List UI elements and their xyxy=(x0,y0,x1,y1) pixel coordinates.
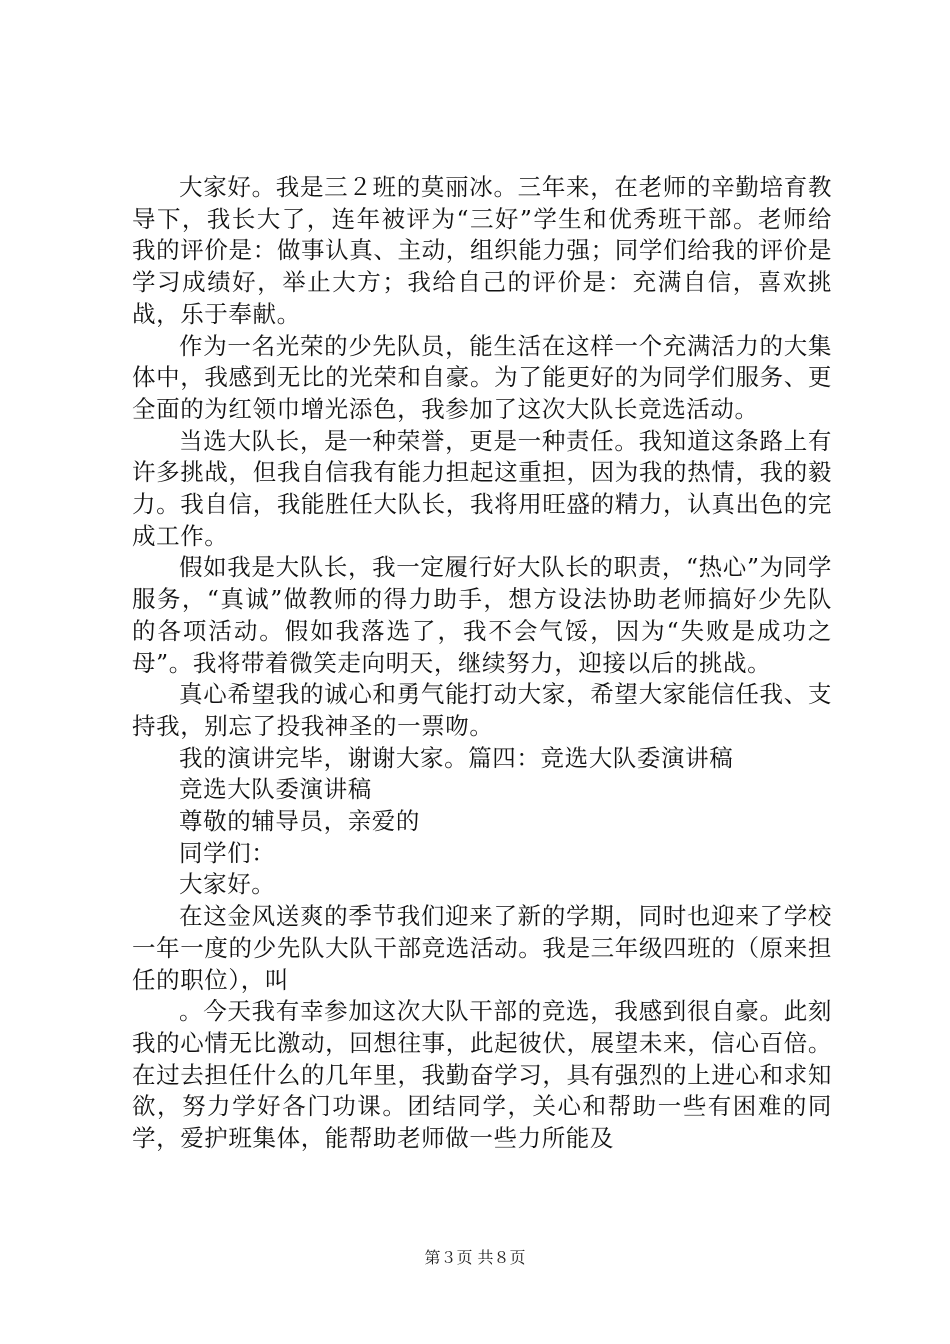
paragraph: 我的演讲完毕，谢谢大家。篇四：竞选大队委演讲稿 xyxy=(179,743,734,772)
paragraph: 真心希望我的诚心和勇气能打动大家，希望大家能信任我、支持我，别忘了投我神圣的一票吻。 xyxy=(132,680,832,740)
paragraph: 尊敬的辅导员，亲爱的 xyxy=(179,807,420,836)
paragraph: 作为一名光荣的少先队员，能生活在这样一个充满活力的大集体中，我感到无比的光荣和自豪。为了能更好的为同学们服务、更全面的为红领巾增光添色，我参加了这次大队长竞选活动。 xyxy=(132,331,832,423)
paragraph: 当选大队长，是一种荣誉，更是一种责任。我知道这条路上有许多挑战，但我自信我有能力担起这重担，因为我的热情，我的毅力。我自信，我能胜任大队长，我将用旺盛的精力，认真出色的完成工作。 xyxy=(132,426,832,550)
document-body xyxy=(132,172,832,1155)
paragraph: 假如我是大队长，我一定履行好大队长的职责，“热心”为同学服务，“真诚”做教师的得力助手，想方设法协助老师搞好少先队的各项活动。假如我落选了，我不会气馁，因为“失败是成功之母”。我将带着微笑走向明天，继续努力，迎接以后的挑战。 xyxy=(132,553,832,677)
paragraph: 同学们： xyxy=(179,838,276,867)
paragraph: 。今天我有幸参加这次大队干部的竞选，我感到很自豪。此刻我的心情无比激动，回想往事，此起彼伏，展望未来，信心百倍。在过去担任什么的几年里，我勤奋学习，具有强烈的上进心和求知欲，努力学好各门功课。团结同学，关心和帮助一些有困难的同学，爱护班集体，能帮助老师做一些力所能及 xyxy=(132,997,832,1153)
paragraph: 大家好。 xyxy=(179,870,276,899)
paragraph: 竞选大队委演讲稿 xyxy=(179,775,372,804)
paragraph: 在这金风送爽的季节我们迎来了新的学期，同时也迎来了学校一年一度的少先队大队干部竞选活动。我是三年级四班的（原来担任的职位），叫 xyxy=(132,902,832,994)
paragraph: 大家好。我是三２班的莫丽冰。三年来，在老师的辛勤培育教导下，我长大了，连年被评为“三好”学生和优秀班干部。老师给我的评价是：做事认真、主动，组织能力强；同学们给我的评价是学习成绩好，举止大方；我给自己的评价是：充满自信，喜欢挑战，乐于奉献。 xyxy=(132,173,832,328)
page-footer: 第３页 共８页 xyxy=(424,1248,526,1267)
